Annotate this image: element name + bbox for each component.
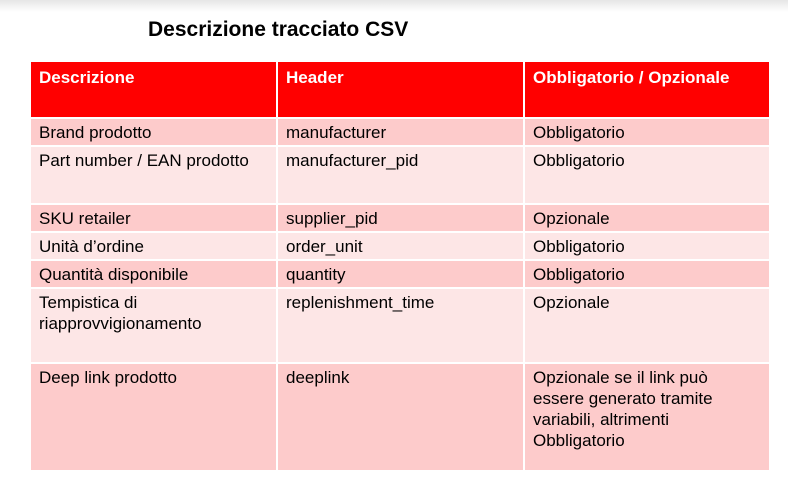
slide-top-shadow	[0, 0, 788, 12]
table-cell: Obbligatorio	[524, 260, 770, 288]
table-cell: manufacturer_pid	[277, 146, 524, 204]
table-cell: replenishment_time	[277, 288, 524, 363]
table-cell: order_unit	[277, 232, 524, 260]
table-row	[30, 260, 770, 288]
table-cell: Obbligatorio	[524, 118, 770, 146]
table-header-row	[30, 61, 770, 118]
table-cell: Deep link prodotto	[30, 363, 277, 471]
table-row	[30, 363, 770, 471]
table-cell: supplier_pid	[277, 204, 524, 232]
table-cell: Obbligatorio	[524, 146, 770, 204]
table-row	[30, 204, 770, 232]
table-row	[30, 288, 770, 363]
table-cell: deeplink	[277, 363, 524, 471]
slide-title: Descrizione tracciato CSV	[148, 18, 409, 41]
table-row	[30, 146, 770, 204]
table-cell: Quantità disponibile	[30, 260, 277, 288]
table-row	[30, 118, 770, 146]
table-cell: Obbligatorio	[524, 232, 770, 260]
table-cell: SKU retailer	[30, 204, 277, 232]
table-cell: Brand prodotto	[30, 118, 277, 146]
table-cell: manufacturer	[277, 118, 524, 146]
table-cell: Opzionale	[524, 204, 770, 232]
csv-fields-table	[29, 60, 771, 472]
column-header-header: Header	[277, 61, 524, 118]
table-cell: Opzionale	[524, 288, 770, 363]
table-cell: Opzionale se il link può essere generato tramite variabili, altrimenti Obbligatorio	[524, 363, 770, 471]
table-cell: Unità d’ordine	[30, 232, 277, 260]
table-row	[30, 232, 770, 260]
table-cell: Tempistica di riapprovvigionamento	[30, 288, 277, 363]
table-cell: Part number / EAN prodotto	[30, 146, 277, 204]
table-cell: quantity	[277, 260, 524, 288]
column-header-obbligatorio: Obbligatorio / Opzionale	[524, 61, 770, 118]
column-header-descrizione: Descrizione	[30, 61, 277, 118]
